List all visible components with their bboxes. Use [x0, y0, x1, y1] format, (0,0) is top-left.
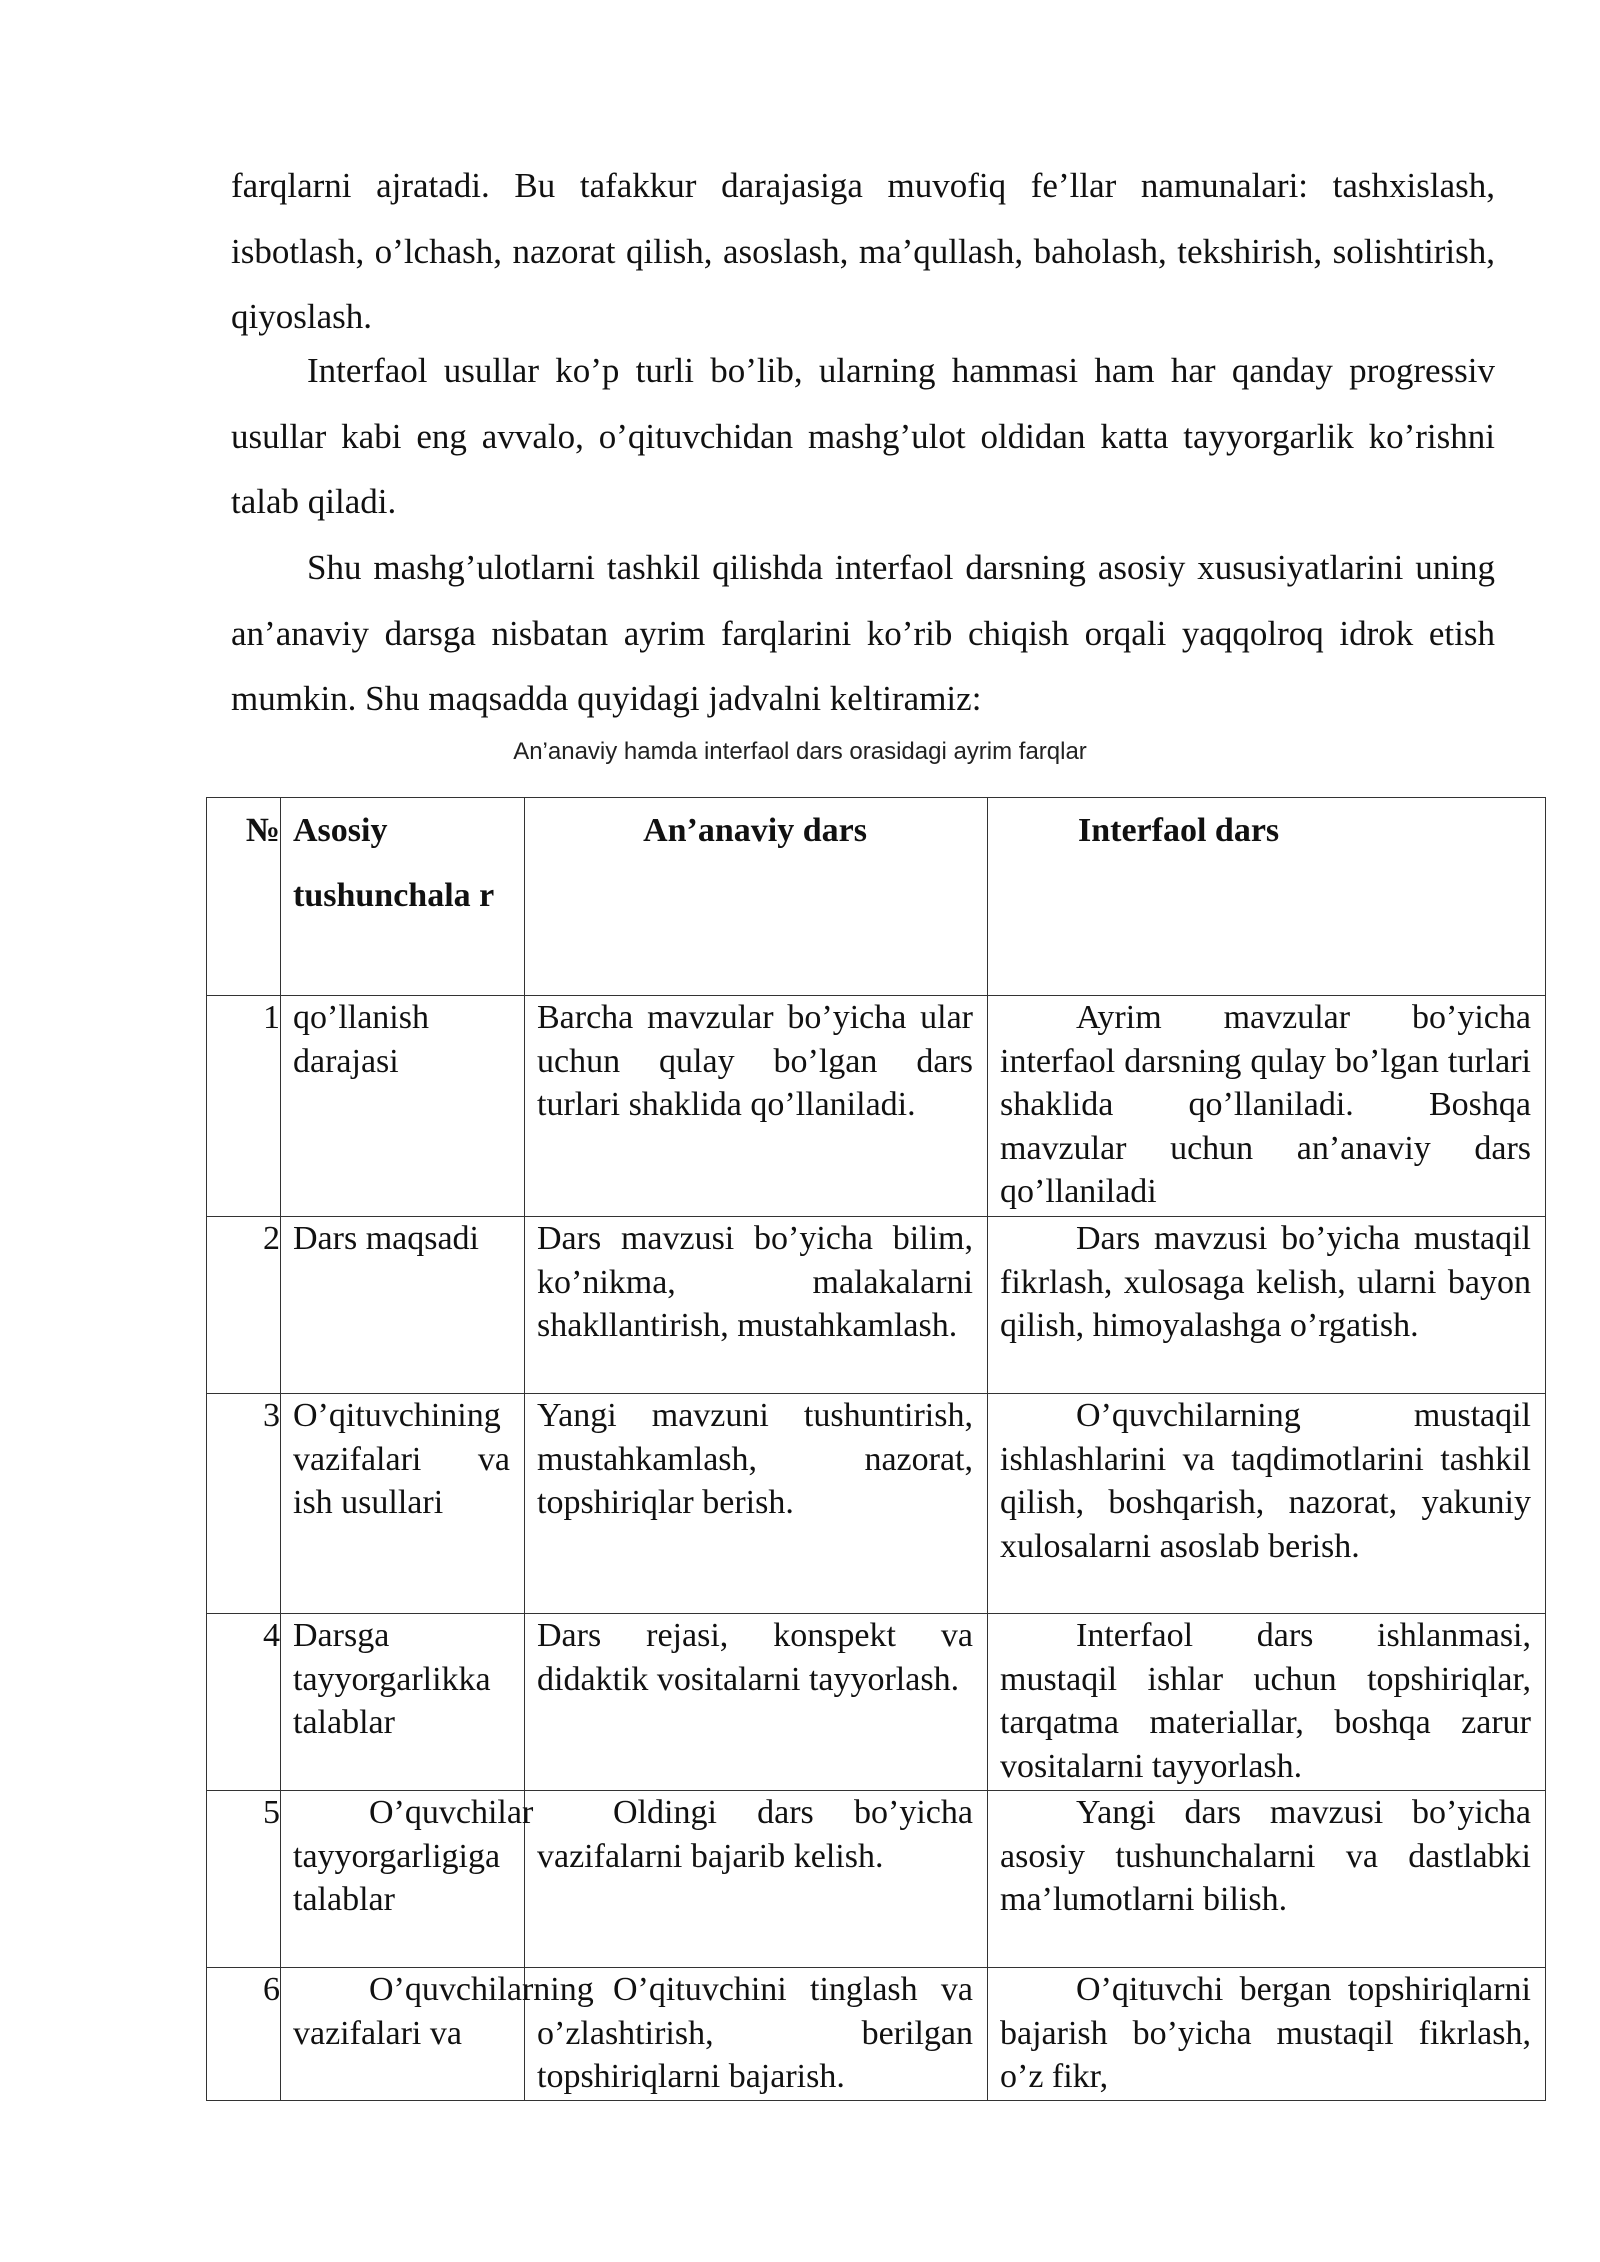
table-row	[207, 996, 1546, 1217]
row-number: 1	[207, 996, 281, 1217]
table-row	[207, 1791, 1546, 1968]
row-number: 6	[207, 1968, 281, 2101]
row-concept: O’qituvchining vazifalari va ish usullari	[281, 1394, 525, 1614]
header-interactive: Interfaol dars	[988, 798, 1546, 996]
paragraph-2: Interfaol usullar ko’p turli bo’lib, ularning hammasi ham har qanday progressiv usullar kabi eng avvalo, o’qituvchidan mashg’ulot oldidan katta tayyorgarlik ko’rishni talab qiladi.	[231, 351, 1495, 521]
row-concept: O’quvchilarning vazifalari va	[281, 1968, 525, 2101]
row-interactive: Interfaol dars ishlanmasi, mustaqil ishlar uchun topshiriqlar, tarqatma materiallar, boshqa zarur vositalarni tayyorlash.	[988, 1614, 1546, 1791]
row-traditional: Dars mavzusi bo’yicha bilim, ko’nikma, malakalarni shakllantirish, mustahkamlash.	[525, 1217, 988, 1394]
table-row	[207, 1968, 1546, 2101]
table-row	[207, 1614, 1546, 1791]
header-number: №	[207, 798, 281, 996]
row-interactive: O’quvchilarning mustaqil ishlashlarini va taqdimotlarini tashkil qilish, boshqarish, nazorat, yakuniy xulosalarni asoslab berish.	[988, 1394, 1546, 1614]
row-traditional: Barcha mavzular bo’yicha ular uchun qulay bo’lgan dars turlari shaklida qo’llaniladi.	[525, 996, 988, 1217]
header-traditional: An’anaviy dars	[525, 798, 988, 996]
row-traditional: Oldingi dars bo’yicha vazifalarni bajarib kelish.	[525, 1791, 988, 1968]
row-interactive: Dars mavzusi bo’yicha mustaqil fikrlash, xulosaga kelish, ularni bayon qilish, himoyalashga o’rgatish.	[988, 1217, 1546, 1394]
row-number: 3	[207, 1394, 281, 1614]
table-row	[207, 1217, 1546, 1394]
row-concept: Darsga tayyorgarlikka talablar	[281, 1614, 525, 1791]
row-traditional: Yangi mavzuni tushuntirish, mustahkamlash, nazorat, topshiriqlar berish.	[525, 1394, 988, 1614]
row-concept: O’quvchilar tayyorgarligiga talablar	[281, 1791, 525, 1968]
row-traditional: Dars rejasi, konspekt va didaktik vositalarni tayyorlash.	[525, 1614, 988, 1791]
row-traditional: O’qituvchini tinglash va o’zlashtirish, berilgan topshiriqlarni bajarish.	[525, 1968, 988, 2101]
table-row	[207, 1394, 1546, 1614]
header-concept: Asosiy tushunchala r	[281, 798, 525, 996]
row-interactive: Ayrim mavzular bo’yicha interfaol darsning qulay bo’lgan turlari shaklida qo’llaniladi. Boshqa mavzular uchun an’anaviy dars qo’llaniladi	[988, 996, 1546, 1217]
row-concept: qo’llanish darajasi	[281, 996, 525, 1217]
paragraph-1: farqlarni ajratadi. Bu tafakkur darajasiga muvofiq fe’llar namunalari: tashxislash, isbotlash, o’lchash, nazorat qilish, asoslash, ma’qullash, baholash, tekshirish, solishtirish, qiyoslash.	[231, 166, 1495, 336]
row-number: 5	[207, 1791, 281, 1968]
row-number: 4	[207, 1614, 281, 1791]
table-caption: An’anaviy hamda interfaol dars orasidagi ayrim farqlar	[513, 738, 1087, 765]
paragraph-3: Shu mashg’ulotlarni tashkil qilishda interfaol darsning asosiy xususiyatlarini uning an’anaviy darsga nisbatan ayrim farqlarini ko’rib chiqish orqali yaqqolroq idrok etish mumkin. Shu maqsadda quyidagi jadvalni keltiramiz:	[231, 548, 1495, 718]
row-interactive: Yangi dars mavzusi bo’yicha asosiy tushunchalarni va dastlabki ma’lumotlarni bilish.	[988, 1791, 1546, 1968]
row-concept: Dars maqsadi	[281, 1217, 525, 1394]
table-header-row	[207, 798, 1546, 996]
row-number: 2	[207, 1217, 281, 1394]
row-interactive: O’qituvchi bergan topshiriqlarni bajarish bo’yicha mustaqil fikrlash, o’z fikr,	[988, 1968, 1546, 2101]
comparison-table	[206, 797, 1546, 2101]
